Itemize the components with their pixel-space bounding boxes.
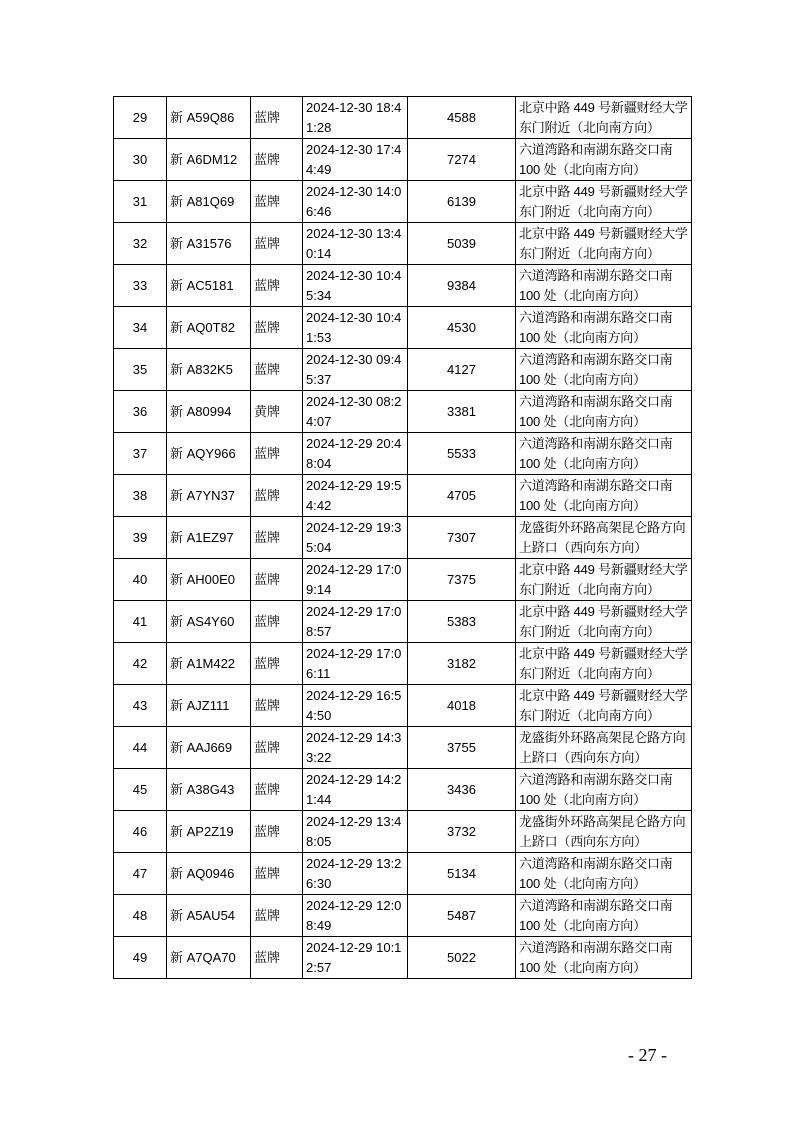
amount-cell: 3182 bbox=[408, 643, 516, 685]
location-cell: 北京中路 449 号新疆财经大学东门附近（北向南方向） bbox=[516, 559, 692, 601]
page-number: - 27 - bbox=[628, 1045, 667, 1065]
amount-cell: 4530 bbox=[408, 307, 516, 349]
location-cell: 六道湾路和南湖东路交口南 100 处（北向南方向） bbox=[516, 139, 692, 181]
row-number-cell: 49 bbox=[114, 937, 167, 979]
table-row bbox=[114, 475, 692, 517]
amount-cell: 5533 bbox=[408, 433, 516, 475]
plate-number-cell: 新 A7QA70 bbox=[167, 937, 251, 979]
plate-color-cell: 蓝牌 bbox=[251, 223, 303, 265]
capture-time-cell: 2024-12-30 08:24:07 bbox=[303, 391, 408, 433]
plate-color-cell: 蓝牌 bbox=[251, 475, 303, 517]
row-number-cell: 37 bbox=[114, 433, 167, 475]
plate-color-cell: 蓝牌 bbox=[251, 265, 303, 307]
plate-color-cell: 蓝牌 bbox=[251, 601, 303, 643]
amount-cell: 7274 bbox=[408, 139, 516, 181]
plate-number-cell: 新 AAJ669 bbox=[167, 727, 251, 769]
plate-number-cell: 新 A80994 bbox=[167, 391, 251, 433]
capture-time-cell: 2024-12-30 18:41:28 bbox=[303, 97, 408, 139]
plate-color-cell: 蓝牌 bbox=[251, 643, 303, 685]
records-table bbox=[113, 96, 692, 979]
table-row bbox=[114, 895, 692, 937]
plate-color-cell: 蓝牌 bbox=[251, 895, 303, 937]
plate-color-cell: 蓝牌 bbox=[251, 517, 303, 559]
capture-time-cell: 2024-12-30 09:45:37 bbox=[303, 349, 408, 391]
plate-color-cell: 蓝牌 bbox=[251, 685, 303, 727]
row-number-cell: 29 bbox=[114, 97, 167, 139]
location-cell: 六道湾路和南湖东路交口南 100 处（北向南方向） bbox=[516, 769, 692, 811]
plate-number-cell: 新 AP2Z19 bbox=[167, 811, 251, 853]
capture-time-cell: 2024-12-29 14:21:44 bbox=[303, 769, 408, 811]
row-number-cell: 32 bbox=[114, 223, 167, 265]
table-row bbox=[114, 517, 692, 559]
location-cell: 龙盛街外环路高架昆仑路方向上跻口（西向东方向） bbox=[516, 727, 692, 769]
amount-cell: 4705 bbox=[408, 475, 516, 517]
location-cell: 北京中路 449 号新疆财经大学东门附近（北向南方向） bbox=[516, 601, 692, 643]
row-number-cell: 39 bbox=[114, 517, 167, 559]
plate-color-cell: 蓝牌 bbox=[251, 559, 303, 601]
location-cell: 北京中路 449 号新疆财经大学东门附近（北向南方向） bbox=[516, 685, 692, 727]
plate-number-cell: 新 A1M422 bbox=[167, 643, 251, 685]
location-cell: 六道湾路和南湖东路交口南 100 处（北向南方向） bbox=[516, 349, 692, 391]
table-row bbox=[114, 601, 692, 643]
capture-time-cell: 2024-12-30 10:45:34 bbox=[303, 265, 408, 307]
plate-color-cell: 蓝牌 bbox=[251, 139, 303, 181]
amount-cell: 5039 bbox=[408, 223, 516, 265]
plate-number-cell: 新 AQ0T82 bbox=[167, 307, 251, 349]
row-number-cell: 44 bbox=[114, 727, 167, 769]
table-row bbox=[114, 433, 692, 475]
location-cell: 六道湾路和南湖东路交口南 100 处（北向南方向） bbox=[516, 853, 692, 895]
capture-time-cell: 2024-12-29 13:26:30 bbox=[303, 853, 408, 895]
amount-cell: 7375 bbox=[408, 559, 516, 601]
table-row bbox=[114, 139, 692, 181]
row-number-cell: 36 bbox=[114, 391, 167, 433]
location-cell: 北京中路 449 号新疆财经大学东门附近（北向南方向） bbox=[516, 181, 692, 223]
records-table-body bbox=[114, 97, 692, 979]
plate-number-cell: 新 AJZ111 bbox=[167, 685, 251, 727]
table-row bbox=[114, 769, 692, 811]
plate-number-cell: 新 A832K5 bbox=[167, 349, 251, 391]
row-number-cell: 42 bbox=[114, 643, 167, 685]
table-row bbox=[114, 937, 692, 979]
plate-number-cell: 新 A81Q69 bbox=[167, 181, 251, 223]
amount-cell: 4018 bbox=[408, 685, 516, 727]
plate-number-cell: 新 AC5181 bbox=[167, 265, 251, 307]
capture-time-cell: 2024-12-30 13:40:14 bbox=[303, 223, 408, 265]
table-row bbox=[114, 685, 692, 727]
capture-time-cell: 2024-12-29 12:08:49 bbox=[303, 895, 408, 937]
location-cell: 六道湾路和南湖东路交口南 100 处（北向南方向） bbox=[516, 433, 692, 475]
plate-number-cell: 新 AQY966 bbox=[167, 433, 251, 475]
amount-cell: 5022 bbox=[408, 937, 516, 979]
plate-color-cell: 蓝牌 bbox=[251, 97, 303, 139]
amount-cell: 7307 bbox=[408, 517, 516, 559]
plate-color-cell: 蓝牌 bbox=[251, 727, 303, 769]
amount-cell: 3732 bbox=[408, 811, 516, 853]
plate-number-cell: 新 A5AU54 bbox=[167, 895, 251, 937]
row-number-cell: 47 bbox=[114, 853, 167, 895]
capture-time-cell: 2024-12-30 17:44:49 bbox=[303, 139, 408, 181]
row-number-cell: 41 bbox=[114, 601, 167, 643]
plate-number-cell: 新 AH00E0 bbox=[167, 559, 251, 601]
location-cell: 六道湾路和南湖东路交口南 100 处（北向南方向） bbox=[516, 475, 692, 517]
plate-number-cell: 新 AQ0946 bbox=[167, 853, 251, 895]
plate-color-cell: 蓝牌 bbox=[251, 307, 303, 349]
plate-number-cell: 新 A38G43 bbox=[167, 769, 251, 811]
location-cell: 北京中路 449 号新疆财经大学东门附近（北向南方向） bbox=[516, 97, 692, 139]
capture-time-cell: 2024-12-29 14:33:22 bbox=[303, 727, 408, 769]
amount-cell: 3381 bbox=[408, 391, 516, 433]
row-number-cell: 48 bbox=[114, 895, 167, 937]
table-row bbox=[114, 181, 692, 223]
plate-number-cell: 新 A59Q86 bbox=[167, 97, 251, 139]
row-number-cell: 33 bbox=[114, 265, 167, 307]
capture-time-cell: 2024-12-29 10:12:57 bbox=[303, 937, 408, 979]
location-cell: 六道湾路和南湖东路交口南 100 处（北向南方向） bbox=[516, 937, 692, 979]
capture-time-cell: 2024-12-30 10:41:53 bbox=[303, 307, 408, 349]
table-row bbox=[114, 223, 692, 265]
capture-time-cell: 2024-12-29 17:06:11 bbox=[303, 643, 408, 685]
plate-number-cell: 新 A6DM12 bbox=[167, 139, 251, 181]
amount-cell: 3436 bbox=[408, 769, 516, 811]
capture-time-cell: 2024-12-29 17:09:14 bbox=[303, 559, 408, 601]
capture-time-cell: 2024-12-29 17:08:57 bbox=[303, 601, 408, 643]
row-number-cell: 45 bbox=[114, 769, 167, 811]
row-number-cell: 31 bbox=[114, 181, 167, 223]
table-row bbox=[114, 391, 692, 433]
plate-number-cell: 新 A1EZ97 bbox=[167, 517, 251, 559]
location-cell: 六道湾路和南湖东路交口南 100 处（北向南方向） bbox=[516, 265, 692, 307]
amount-cell: 3755 bbox=[408, 727, 516, 769]
plate-color-cell: 蓝牌 bbox=[251, 853, 303, 895]
table-row bbox=[114, 349, 692, 391]
plate-color-cell: 蓝牌 bbox=[251, 937, 303, 979]
plate-color-cell: 黄牌 bbox=[251, 391, 303, 433]
capture-time-cell: 2024-12-29 19:54:42 bbox=[303, 475, 408, 517]
plate-number-cell: 新 A7YN37 bbox=[167, 475, 251, 517]
capture-time-cell: 2024-12-29 20:48:04 bbox=[303, 433, 408, 475]
location-cell: 六道湾路和南湖东路交口南 100 处（北向南方向） bbox=[516, 391, 692, 433]
row-number-cell: 35 bbox=[114, 349, 167, 391]
capture-time-cell: 2024-12-29 19:35:04 bbox=[303, 517, 408, 559]
plate-color-cell: 蓝牌 bbox=[251, 433, 303, 475]
plate-color-cell: 蓝牌 bbox=[251, 769, 303, 811]
capture-time-cell: 2024-12-29 13:48:05 bbox=[303, 811, 408, 853]
amount-cell: 4588 bbox=[408, 97, 516, 139]
plate-number-cell: 新 A31576 bbox=[167, 223, 251, 265]
location-cell: 龙盛街外环路高架昆仑路方向上跻口（西向东方向） bbox=[516, 811, 692, 853]
row-number-cell: 34 bbox=[114, 307, 167, 349]
table-row bbox=[114, 97, 692, 139]
table-row bbox=[114, 853, 692, 895]
table-row bbox=[114, 811, 692, 853]
table-row bbox=[114, 559, 692, 601]
row-number-cell: 38 bbox=[114, 475, 167, 517]
capture-time-cell: 2024-12-30 14:06:46 bbox=[303, 181, 408, 223]
table-row bbox=[114, 643, 692, 685]
table-row bbox=[114, 307, 692, 349]
amount-cell: 5383 bbox=[408, 601, 516, 643]
table-row bbox=[114, 727, 692, 769]
amount-cell: 9384 bbox=[408, 265, 516, 307]
amount-cell: 5487 bbox=[408, 895, 516, 937]
location-cell: 北京中路 449 号新疆财经大学东门附近（北向南方向） bbox=[516, 223, 692, 265]
table-row bbox=[114, 265, 692, 307]
row-number-cell: 46 bbox=[114, 811, 167, 853]
amount-cell: 4127 bbox=[408, 349, 516, 391]
plate-color-cell: 蓝牌 bbox=[251, 811, 303, 853]
row-number-cell: 40 bbox=[114, 559, 167, 601]
row-number-cell: 43 bbox=[114, 685, 167, 727]
amount-cell: 6139 bbox=[408, 181, 516, 223]
plate-color-cell: 蓝牌 bbox=[251, 349, 303, 391]
location-cell: 北京中路 449 号新疆财经大学东门附近（北向南方向） bbox=[516, 643, 692, 685]
location-cell: 六道湾路和南湖东路交口南 100 处（北向南方向） bbox=[516, 895, 692, 937]
plate-color-cell: 蓝牌 bbox=[251, 181, 303, 223]
row-number-cell: 30 bbox=[114, 139, 167, 181]
amount-cell: 5134 bbox=[408, 853, 516, 895]
plate-number-cell: 新 AS4Y60 bbox=[167, 601, 251, 643]
location-cell: 六道湾路和南湖东路交口南 100 处（北向南方向） bbox=[516, 307, 692, 349]
location-cell: 龙盛街外环路高架昆仑路方向上跻口（西向东方向） bbox=[516, 517, 692, 559]
capture-time-cell: 2024-12-29 16:54:50 bbox=[303, 685, 408, 727]
